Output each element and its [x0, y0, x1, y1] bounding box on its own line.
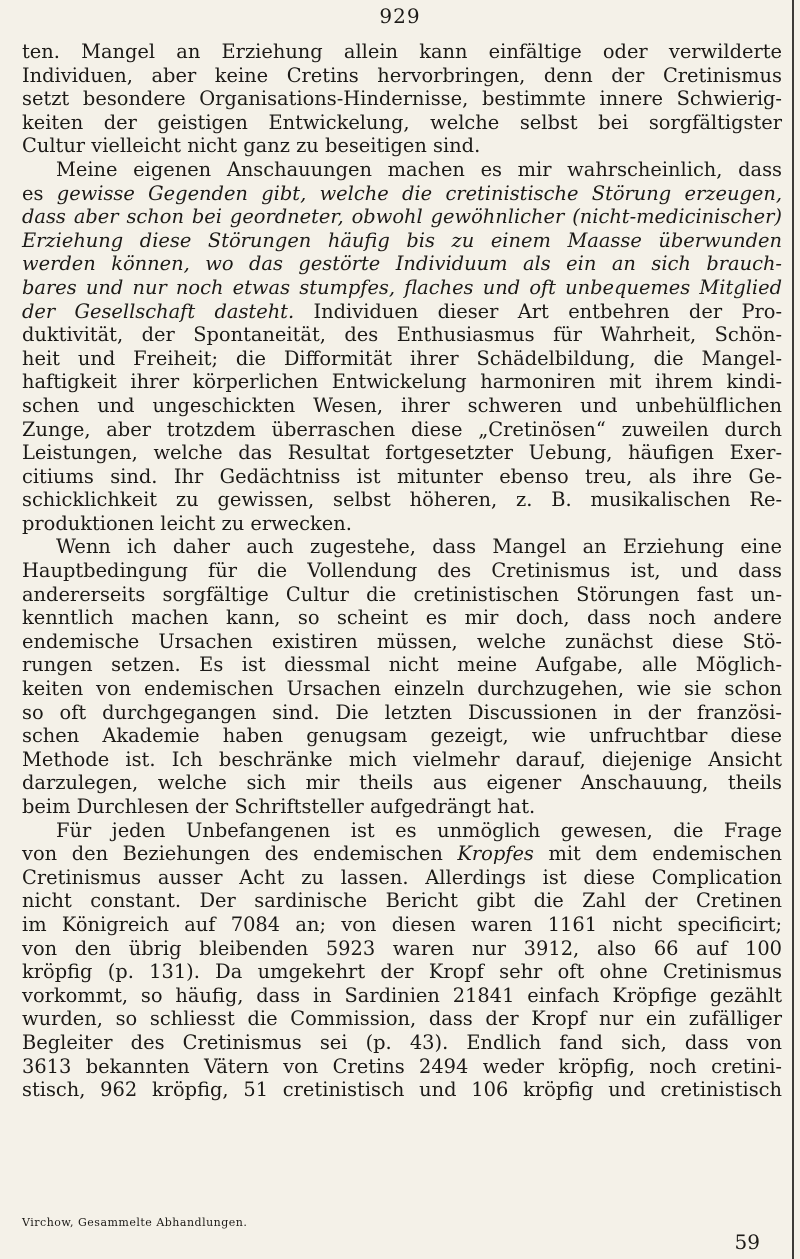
text-line: bares und nur noch etwas stumpfes, flaches und oft unbequemes Mitglied — [22, 275, 782, 299]
text-line: duktivität, der Spontaneität, des Enthusiasmus für Wahrheit, Schön- — [22, 323, 782, 347]
text-line: Zunge, aber trotzdem überraschen diese „Cretinösen“ zuweilen durch — [22, 417, 782, 441]
text-line: nicht constant. Der sardinische Bericht gibt die Zahl der Cretinen — [22, 889, 782, 913]
text-line: andererseits sorgfältige Cultur die cretinistischen Störungen fast un- — [22, 582, 782, 606]
text-line: beim Durchlesen der Schriftsteller aufgedrängt hat. — [22, 795, 536, 818]
text-line: Meine eigenen Anschauungen machen es mir wahrscheinlich, dass — [56, 157, 782, 181]
text-line: von den Beziehungen des endemischen Kropfes mit dem endemischen — [22, 842, 782, 866]
text-line: ten. Mangel an Erziehung allein kann einfältige oder verwilderte — [22, 40, 782, 63]
text-line: produktionen leicht zu erwecken. — [22, 511, 352, 535]
text-line: darzulegen, welche sich mir theils aus eigener Anschauung, theils — [22, 771, 782, 795]
text-line: schen und ungeschickten Wesen, ihrer schweren und unbehülflichen — [22, 393, 782, 417]
text-line: so oft durchgegangen sind. Die letzten Discussionen in der französi- — [22, 700, 782, 724]
page-number: 929 — [379, 4, 421, 28]
text-line: dass aber schon bei geordneter, obwohl gewöhnlicher (nicht-medicinischer) — [22, 205, 782, 229]
text-line: keiten der geistigen Entwickelung, welche selbst bei sorgfältigster — [22, 110, 782, 134]
text-line: keiten von endemischen Ursachen einzeln durchzugehen, wie sie schon — [22, 677, 782, 701]
text-line: Für jeden Unbefangenen ist es unmöglich gewesen, die Frage — [56, 818, 782, 842]
text-line: wurden, so schliesst die Commission, dass der Kropf nur ein zufälliger — [22, 1007, 782, 1031]
text-line: 3613 bekannten Vätern von Cretins 2494 weder kröpfig, noch cretini- — [22, 1054, 782, 1078]
text-line: Begleiter des Cretinismus sei (p. 43). Endlich fand sich, dass von — [22, 1030, 782, 1054]
text-line: Erziehung diese Störungen häufig bis zu einem Maasse überwunden — [22, 228, 782, 252]
footer-citation: Virchow, Gesammelte Abhandlungen. — [22, 1216, 248, 1229]
text-line: im Königreich auf 7084 an; von diesen waren 1161 nicht specificirt; — [22, 912, 782, 936]
text-line: kenntlich machen kann, so scheint es mir doch, dass noch andere — [22, 606, 782, 630]
sheet-signature: 59 — [734, 1230, 760, 1254]
text-line: kröpfig (p. 131). Da umgekehrt der Kropf sehr oft ohne Cretinismus — [22, 960, 782, 984]
text-line: setzt besondere Organisations-Hindernisse, bestimmte innere Schwierig- — [22, 87, 782, 111]
text-line: Methode ist. Ich beschränke mich vielmehr darauf, diejenige Ansicht — [22, 747, 782, 771]
text-line: endemische Ursachen existiren müssen, welche zunächst diese Stö- — [22, 629, 782, 653]
text-line: citiums sind. Ihr Gedächtniss ist mitunter ebenso treu, als ihre Ge- — [22, 464, 782, 488]
text-line: der Gesellschaft dasteht. Individuen dieser Art entbehren der Pro- — [22, 299, 782, 323]
text-line: Leistungen, welche das Resultat fortgesetzter Uebung, häufigen Exer- — [22, 441, 782, 465]
text-line: stisch, 962 kröpfig, 51 cretinistisch und 106 kröpfig und cretinistisch — [22, 1078, 782, 1102]
text-line: haftigkeit ihrer körperlichen Entwickelung harmoniren mit ihrem kindi- — [22, 370, 782, 394]
text-line: Cultur vielleicht nicht ganz zu beseitigen sind. — [22, 134, 481, 158]
text-line: es gewisse Gegenden gibt, welche die cretinistische Störung erzeugen, — [22, 181, 783, 205]
text-line: Hauptbedingung für die Vollendung des Cretinismus ist, und dass — [22, 559, 782, 583]
text-line: heit und Freiheit; die Difformität ihrer Schädelbildung, die Mangel- — [22, 346, 782, 370]
text-line: Cretinismus ausser Acht zu lassen. Allerdings ist diese Complication — [22, 865, 782, 889]
page-edge-rule — [792, 0, 794, 1259]
text-line: werden können, wo das gestörte Individuum als ein an sich brauch- — [22, 252, 782, 276]
text-line: rungen setzen. Es ist diessmal nicht meine Aufgabe, alle Möglich- — [22, 653, 782, 677]
text-line: Wenn ich daher auch zugestehe, dass Mangel an Erziehung eine — [56, 535, 782, 559]
text-line: vorkommt, so häufig, dass in Sardinien 21841 einfach Kröpfige gezählt — [22, 983, 782, 1007]
text-line: schicklichkeit zu gewissen, selbst höheren, z. B. musikalischen Re- — [22, 488, 782, 512]
text-line: schen Akademie haben genugsam gezeigt, wie unfruchtbar diese — [22, 724, 782, 748]
body-text — [22, 40, 782, 1102]
text-line: von den übrig bleibenden 5923 waren nur 3912, also 66 auf 100 — [22, 936, 782, 960]
text-line: Individuen, aber keine Cretins hervorbringen, denn der Cretinismus — [22, 63, 782, 87]
